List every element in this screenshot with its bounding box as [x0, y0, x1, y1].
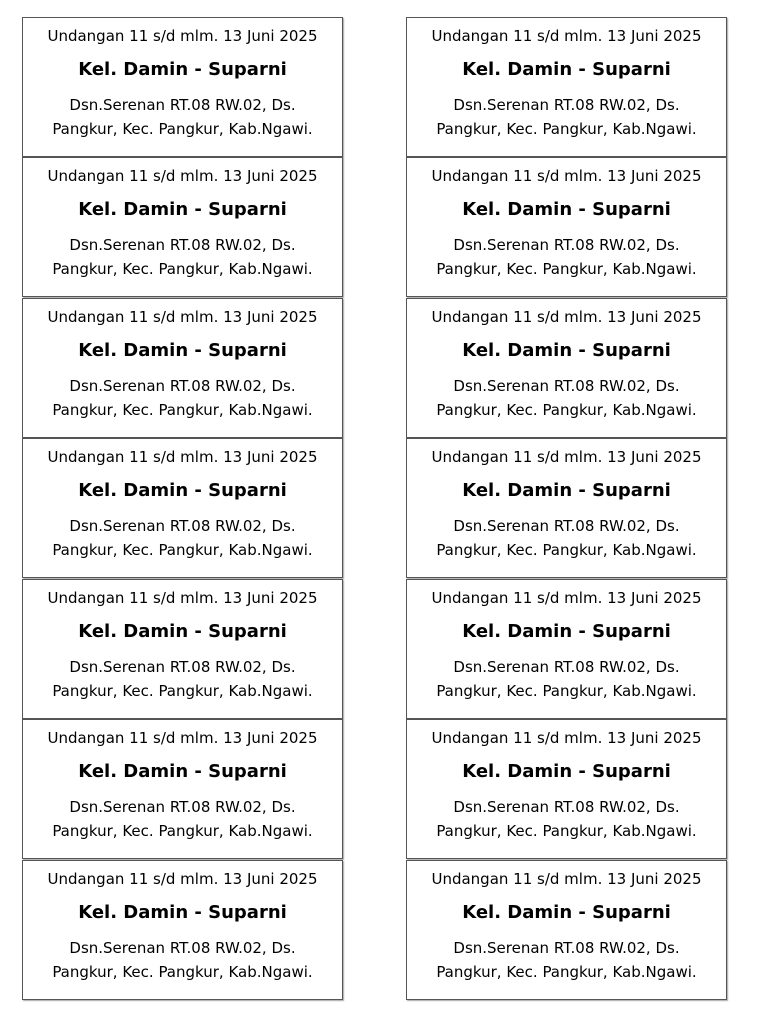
label-address-line1: Dsn.Serenan RT.08 RW.02, Ds. [69, 658, 296, 676]
label-date: Undangan 11 s/d mlm. 13 Juni 2025 [431, 589, 702, 607]
label-name: Kel. Damin - Suparni [78, 59, 287, 80]
label-name: Kel. Damin - Suparni [78, 621, 287, 642]
label-address-line1: Dsn.Serenan RT.08 RW.02, Ds. [453, 236, 680, 254]
invitation-label [406, 17, 727, 157]
label-address-line2: Pangkur, Kec. Pangkur, Kab.Ngawi. [436, 120, 697, 138]
label-date: Undangan 11 s/d mlm. 13 Juni 2025 [47, 27, 318, 45]
label-address-line2: Pangkur, Kec. Pangkur, Kab.Ngawi. [52, 260, 313, 278]
invitation-label [406, 719, 727, 859]
label-date: Undangan 11 s/d mlm. 13 Juni 2025 [47, 870, 318, 888]
label-name: Kel. Damin - Suparni [462, 59, 671, 80]
label-name: Kel. Damin - Suparni [462, 902, 671, 923]
invitation-label [406, 579, 727, 719]
label-name: Kel. Damin - Suparni [78, 480, 287, 501]
label-address-line1: Dsn.Serenan RT.08 RW.02, Ds. [453, 377, 680, 395]
label-name: Kel. Damin - Suparni [462, 621, 671, 642]
invitation-label [406, 298, 727, 438]
label-address-line1: Dsn.Serenan RT.08 RW.02, Ds. [69, 236, 296, 254]
label-address-line2: Pangkur, Kec. Pangkur, Kab.Ngawi. [52, 401, 313, 419]
label-address-line1: Dsn.Serenan RT.08 RW.02, Ds. [69, 939, 296, 957]
label-address-line2: Pangkur, Kec. Pangkur, Kab.Ngawi. [436, 822, 697, 840]
label-address-line1: Dsn.Serenan RT.08 RW.02, Ds. [453, 96, 680, 114]
invitation-label [22, 719, 343, 859]
label-address-line1: Dsn.Serenan RT.08 RW.02, Ds. [69, 517, 296, 535]
label-address-line2: Pangkur, Kec. Pangkur, Kab.Ngawi. [436, 963, 697, 981]
invitation-label [22, 298, 343, 438]
label-address-line2: Pangkur, Kec. Pangkur, Kab.Ngawi. [436, 401, 697, 419]
label-date: Undangan 11 s/d mlm. 13 Juni 2025 [431, 308, 702, 326]
label-address-line2: Pangkur, Kec. Pangkur, Kab.Ngawi. [52, 541, 313, 559]
label-name: Kel. Damin - Suparni [462, 340, 671, 361]
label-date: Undangan 11 s/d mlm. 13 Juni 2025 [431, 729, 702, 747]
label-address-line2: Pangkur, Kec. Pangkur, Kab.Ngawi. [436, 260, 697, 278]
label-date: Undangan 11 s/d mlm. 13 Juni 2025 [47, 308, 318, 326]
invitation-label [406, 438, 727, 578]
invitation-label [22, 438, 343, 578]
label-address-line1: Dsn.Serenan RT.08 RW.02, Ds. [453, 798, 680, 816]
invitation-label [406, 157, 727, 297]
label-name: Kel. Damin - Suparni [462, 199, 671, 220]
label-date: Undangan 11 s/d mlm. 13 Juni 2025 [431, 167, 702, 185]
label-date: Undangan 11 s/d mlm. 13 Juni 2025 [47, 167, 318, 185]
label-address-line1: Dsn.Serenan RT.08 RW.02, Ds. [69, 96, 296, 114]
label-name: Kel. Damin - Suparni [78, 199, 287, 220]
label-date: Undangan 11 s/d mlm. 13 Juni 2025 [47, 729, 318, 747]
label-address-line2: Pangkur, Kec. Pangkur, Kab.Ngawi. [436, 682, 697, 700]
invitation-label [22, 579, 343, 719]
invitation-label [22, 17, 343, 157]
label-date: Undangan 11 s/d mlm. 13 Juni 2025 [431, 870, 702, 888]
label-address-line2: Pangkur, Kec. Pangkur, Kab.Ngawi. [52, 963, 313, 981]
label-address-line2: Pangkur, Kec. Pangkur, Kab.Ngawi. [52, 822, 313, 840]
label-address-line2: Pangkur, Kec. Pangkur, Kab.Ngawi. [436, 541, 697, 559]
label-name: Kel. Damin - Suparni [78, 902, 287, 923]
label-address-line1: Dsn.Serenan RT.08 RW.02, Ds. [453, 517, 680, 535]
label-address-line2: Pangkur, Kec. Pangkur, Kab.Ngawi. [52, 120, 313, 138]
label-address-line1: Dsn.Serenan RT.08 RW.02, Ds. [69, 798, 296, 816]
label-name: Kel. Damin - Suparni [78, 761, 287, 782]
label-name: Kel. Damin - Suparni [78, 340, 287, 361]
label-address-line1: Dsn.Serenan RT.08 RW.02, Ds. [69, 377, 296, 395]
label-address-line1: Dsn.Serenan RT.08 RW.02, Ds. [453, 658, 680, 676]
label-date: Undangan 11 s/d mlm. 13 Juni 2025 [47, 448, 318, 466]
label-date: Undangan 11 s/d mlm. 13 Juni 2025 [431, 27, 702, 45]
invitation-label [22, 860, 343, 1000]
label-name: Kel. Damin - Suparni [462, 480, 671, 501]
invitation-label [406, 860, 727, 1000]
label-name: Kel. Damin - Suparni [462, 761, 671, 782]
invitation-label [22, 157, 343, 297]
label-address-line1: Dsn.Serenan RT.08 RW.02, Ds. [453, 939, 680, 957]
label-address-line2: Pangkur, Kec. Pangkur, Kab.Ngawi. [52, 682, 313, 700]
label-date: Undangan 11 s/d mlm. 13 Juni 2025 [431, 448, 702, 466]
label-date: Undangan 11 s/d mlm. 13 Juni 2025 [47, 589, 318, 607]
